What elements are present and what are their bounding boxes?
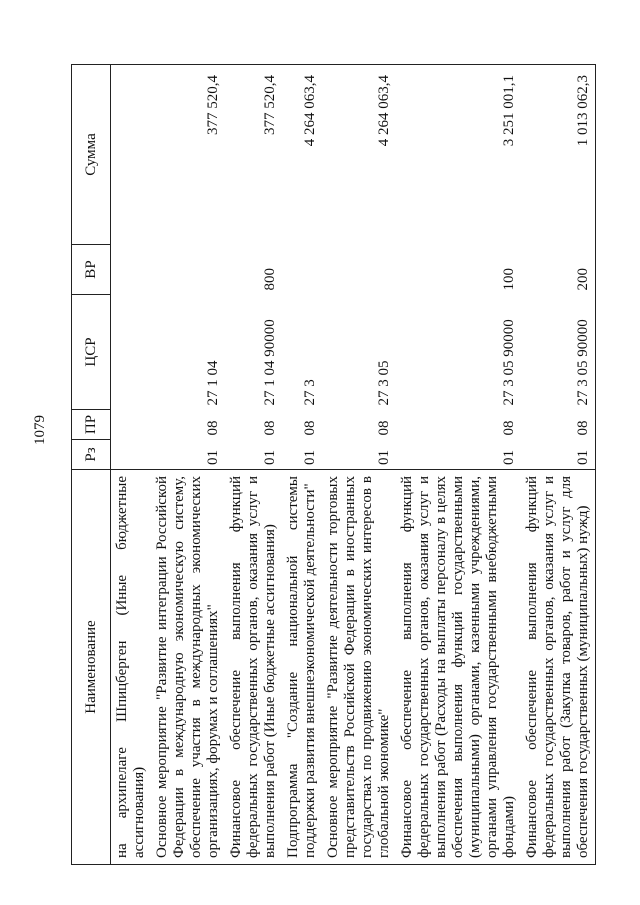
table-row [396,65,521,865]
row-vr [322,245,396,295]
row-rz: 01 [501,450,517,465]
row-sum: 1 013 062,3 [521,65,596,245]
header-vr: ВР [72,245,111,295]
row-name: Финансовое обеспечение выполнения функций федеральных государственных органов, оказания услуг и выполнения работ (Расходы на выплаты персоналу в целях обеспечения выполнения функций государственными (муниципальными) органами, казенными учреждениями, органами управления государственными внебюджетными фондами) [396,470,521,865]
rotated-page-content [71,65,611,865]
row-pr: 08 [376,420,392,436]
row-vr: 200 [521,245,596,295]
row-csr [111,295,152,410]
row-sum: 4 264 063,4 [322,65,396,245]
table-row [225,65,282,865]
row-csr: 27 3 05 90000 [501,319,517,406]
page-number: 1079 [32,415,48,445]
row-pr [111,410,152,440]
table-row [282,65,322,865]
row-vr: 100 [501,268,517,291]
row-sum: 377 520,4 [225,65,282,245]
header-pr: ПР [72,410,111,440]
header-name: Наименование [72,470,111,865]
table-header-row [72,65,111,865]
row-csr: 27 1 04 90000 [262,319,278,406]
row-vr [111,245,152,295]
row-csr: 27 3 [302,379,318,406]
row-vr: 800 [262,268,278,291]
row-rz: 01 [521,440,596,470]
budget-table [71,64,596,865]
row-name: Финансовое обеспечение выполнения функций федеральных государственных органов, оказания услуг и выполнения работ (Закупка товаров, работ и услуг для обеспечения государственных (муниципальных) нужд) [521,470,596,865]
row-sum: 3 251 001,1 [396,65,521,245]
table-row [322,65,396,865]
row-name: Основное мероприятие "Развитие интеграции Российской Федерации в международную экономическую систему, обеспечение участия в международных экономических организациях, форумах и соглашениях" [151,470,225,865]
row-pr: 08 [262,420,278,436]
row-sum [111,65,152,245]
row-rz [111,440,152,470]
row-pr: 08 [521,410,596,440]
header-rz: Рз [72,440,111,470]
table-row [151,65,225,865]
row-name: на архипелаге Шпицберген (Иные бюджетные ассигнования) [111,470,152,865]
table-row [521,65,596,865]
row-rz: 01 [262,450,278,465]
row-vr [151,245,225,295]
row-csr: 27 3 05 90000 [521,295,596,410]
row-rz: 01 [205,450,221,465]
row-pr: 08 [501,420,517,436]
row-name: Финансовое обеспечение выполнения функций федеральных государственных органов, оказания услуг и выполнения работ (Иные бюджетные ассигнования) [225,470,282,865]
row-sum: 377 520,4 [151,65,225,245]
header-sum: Сумма [72,65,111,245]
row-rz: 01 [302,450,318,465]
row-rz: 01 [376,450,392,465]
row-pr: 08 [205,420,221,436]
row-vr [282,245,322,295]
row-csr: 27 3 05 [376,360,392,406]
row-name: Основное мероприятие "Развитие деятельности торговых представительств Российской Федерации в иностранных государствах по продвижению экономических интересов в глобальной экономике" [322,470,396,865]
table-row [111,65,152,865]
row-csr: 27 1 04 [205,360,221,406]
row-sum: 4 264 063,4 [282,65,322,245]
row-name: Подпрограмма "Создание национальной системы поддержки развития внешнеэкономической деятельности" [282,470,322,865]
header-csr: ЦСР [72,295,111,410]
row-pr: 08 [302,420,318,436]
